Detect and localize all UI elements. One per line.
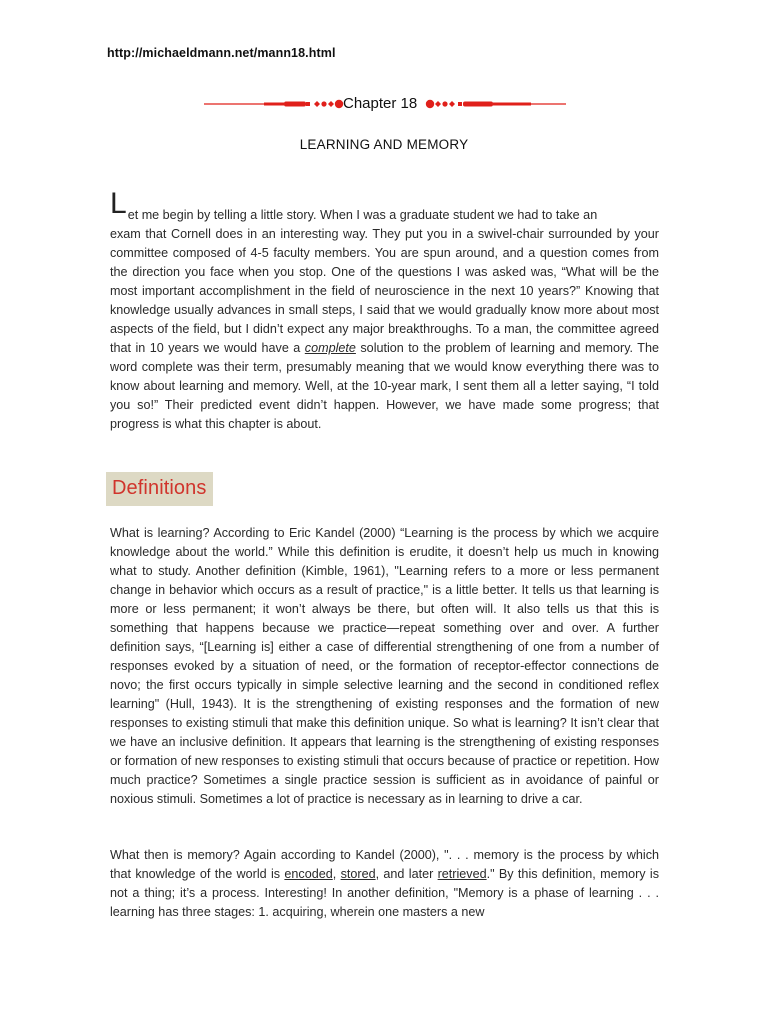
definitions-heading: Definitions [112, 477, 207, 499]
definitions-heading-box [106, 472, 213, 506]
intro-text-part1: exam that Cornell does in an interesting way. They put you in a swivel-chair surrounded by your committee composed of 4-5 faculty members. You are spun around, and a question comes from the direction you face when you stop. One of the questions I was asked was, “What will be the most important accomplishment in the field of neuroscience in the next 10 years?” Knowing that knowledge usually advances in small steps, I said that we would gradually know more about most aspects of the field, but I didn’t expect any major breakthroughs. To a man, the committee agreed that in 10 years we would have a [110, 227, 659, 355]
drop-cap: L [110, 187, 127, 220]
memory-definition-paragraph [110, 846, 659, 922]
intro-paragraph [110, 187, 660, 434]
chapter-header [204, 94, 566, 114]
memory-text-part1: What then is memory? Again according to Kandel (2000), ". . . memory is the process by which that knowledge of the world is [110, 848, 659, 881]
source-url: http://michaeldmann.net/mann18.html [107, 46, 336, 60]
stored-term: stored [340, 867, 376, 881]
encoded-term: encoded [284, 867, 333, 881]
intro-text-part2: solution to the problem of learning and memory. The word complete was their term, presumably meaning that we would know everything there was to know about learning and memory. Well, at the 10-year mark, I sent them all a letter saying, “I told you so!” Their predicted event didn’t happen. However, we have made some progress; that progress is what this chapter is about. [110, 341, 660, 431]
chapter-title: Chapter 18 [343, 95, 418, 112]
retrieved-term: retrieved [437, 867, 487, 881]
intro-first-line-text: et me begin by telling a little story. When I was a graduate student we had to take an [127, 208, 598, 222]
complete-emphasis: complete [304, 341, 356, 355]
memory-sep-1: , [332, 867, 341, 881]
section-title: LEARNING AND MEMORY [299, 137, 469, 152]
memory-text-part2: ." By this definition, memory is not a thing; it’s a process. Interesting! In another definition, "Memory is a phase of learning . . . learning has three stages: 1. acquiring, wherein one masters a new [110, 867, 660, 919]
intro-first-line [110, 187, 659, 222]
memory-sep-2: , and later [375, 867, 438, 881]
learning-definition-paragraph: What is learning? According to Eric Kandel (2000) “Learning is the process by which we acquire knowledge about the world.” While this definition is erudite, it doesn’t help us much in knowing what to study. Another definition (Kimble, 1961), "Learning refers to a more or less permanent change in behavior which occurs as a result of practice," is a little better. It tells us that learning is more or less permanent; it won’t always be there, but often will. It also tells us that this is something that happens because we practice—repeat something over and over. A further definition says, “[Learning is] either a case of differential strengthening of one from a number of responses evoked by a situation of need, or the formation of receptor-effector connections de novo; the first occurs typically in simple selective learning and the second in conditioned reflex learning" (Hull, 1943). It is the strengthening of existing responses and the formation of new responses to existing stimuli that make this definition unique. So what is learning? It isn’t clear that we have an inclusive definition. It appears that learning is the strengthening of existing responses or formation of new responses to existing stimuli that occurs because of practice or repetition. How much practice? Sometimes a single practice session is sufficient as in avoidance of painful or noxious stimuli. Sometimes a lot of practice is necessary as in learning to drive a car. [110, 526, 659, 806]
